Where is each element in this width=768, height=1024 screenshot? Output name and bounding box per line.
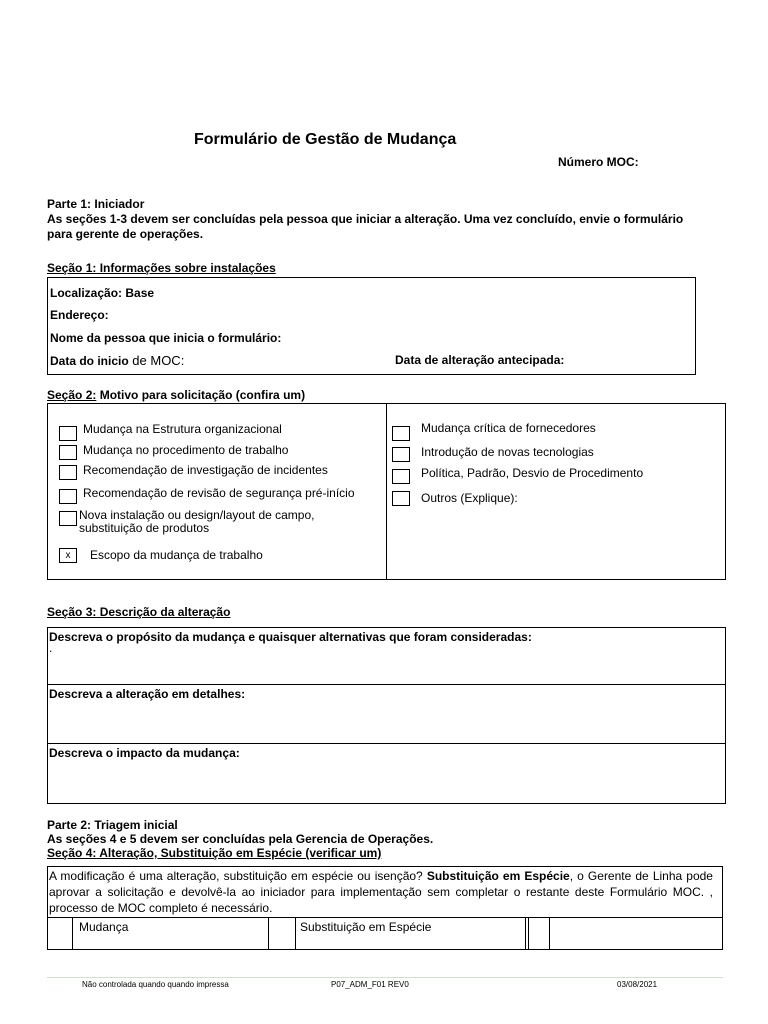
section4-text — [49, 868, 713, 916]
anticipated-date-field[interactable]: Data de alteração antecipada: — [395, 353, 565, 367]
form-title: Formulário de Gestão de Mudança — [194, 131, 457, 148]
details-label: Descreva a alteração em detalhes: — [49, 687, 246, 701]
section1-title: Informações sobre instalações — [96, 261, 276, 275]
address-field[interactable]: Endereço: — [50, 308, 109, 322]
checkbox-new-installation[interactable] — [59, 511, 77, 526]
checkbox-safety-review[interactable] — [59, 489, 77, 504]
footer-rule — [47, 977, 723, 978]
initiator-name-field[interactable]: Nome da pessoa que inicia o formulário: — [50, 331, 282, 345]
section1-box — [47, 277, 696, 375]
purpose-label: Descreva o propósito da mudança e quaisquer alternativas que foram consideradas: — [49, 630, 532, 644]
checkbox-like-kind[interactable] — [269, 918, 296, 949]
checkbox-org-structure[interactable] — [59, 426, 77, 441]
col-empty — [550, 918, 722, 949]
start-date-field[interactable] — [50, 353, 184, 368]
section4-options-row — [47, 917, 723, 950]
part2-instructions: As seções 4 e 5 devem ser concluídas pela Gerencia de Operações. — [47, 832, 434, 846]
part1-block — [47, 197, 697, 242]
checkbox-policy-deviation[interactable] — [392, 469, 410, 484]
section2-box — [47, 403, 726, 580]
checkbox-change[interactable] — [48, 918, 73, 949]
option-org-structure: Mudança na Estrutura organizacional — [83, 422, 282, 436]
footer-date: 03/08/2021 — [617, 980, 658, 989]
purpose-value: . — [49, 641, 53, 655]
checkbox-incident-recommendation[interactable] — [59, 465, 77, 480]
option-work-procedure: Mudança no procedimento de trabalho — [83, 443, 289, 457]
section4-explanation: , o Gerente de Linha pode aprovar a solicitação e devolvê-la ao iniciador para implementação sem completar o restante deste Formulário MOC. , processo de MOC completo é necessário. — [49, 869, 713, 915]
checkbox-new-technology[interactable] — [392, 447, 410, 462]
option-critical-supplier: Mudança crítica de fornecedores — [421, 421, 596, 435]
purpose-field[interactable] — [48, 628, 725, 685]
checkbox-work-scope[interactable]: x — [59, 548, 77, 563]
col-change: Mudança — [73, 918, 269, 949]
option-work-scope: Escopo da mudança de trabalho — [90, 548, 263, 562]
section4-heading — [47, 846, 433, 860]
section3-box — [47, 627, 726, 804]
col-substitution: Substituição em Espécie — [296, 918, 526, 949]
section4-question: A modificação é uma alteração, substituição em espécie ou isenção? — [49, 869, 427, 883]
part1-instructions: As seções 1-3 devem ser concluídas pela pessoa que iniciar a alteração. Uma vez concluído, envie o formulário para gerente de operações. — [47, 212, 684, 241]
option-new-technology: Introdução de novas tecnologias — [421, 445, 594, 459]
section1-number: Seção 1: — [47, 261, 97, 275]
section2-divider — [386, 404, 387, 579]
section2-title: Motivo para solicitação (confira um) — [96, 388, 306, 402]
section2-heading — [47, 388, 305, 402]
section4-number: Seção 4: — [47, 846, 97, 860]
option-policy-deviation: Política, Padrão, Desvio de Procedimento — [421, 466, 644, 480]
checkbox-other[interactable] — [392, 491, 410, 506]
section3-number: Seção 3: — [47, 605, 97, 619]
section4-like-kind: Substituição em Espécie — [426, 869, 570, 883]
part1-heading: Parte 1: Iniciador — [47, 197, 145, 211]
part2-block — [47, 818, 433, 860]
checkbox-work-procedure[interactable] — [59, 445, 77, 460]
section1-heading — [47, 261, 276, 275]
option-incident-recommendation: Recomendação de investigação de incidentes — [83, 463, 328, 477]
part2-heading: Parte 2: Triagem inicial — [47, 818, 178, 832]
footer-doc-code: P07_ADM_F01 REV0 — [331, 980, 409, 989]
section4-box — [47, 866, 723, 918]
option-new-installation: Nova instalação ou design/layout de campo, substituição de produtos — [79, 508, 315, 535]
section2-number: Seção 2: — [47, 388, 97, 402]
footer-left: Não controlada quando quando impressa — [82, 980, 229, 989]
impact-field[interactable] — [48, 744, 725, 803]
start-date-label-suffix: de MOC: — [128, 353, 185, 368]
location-field[interactable]: Localização: Base — [50, 286, 155, 300]
details-field[interactable] — [48, 685, 725, 744]
checkbox-extra[interactable] — [529, 918, 550, 949]
section3-heading — [47, 605, 230, 619]
option-other: Outros (Explique): — [421, 491, 518, 505]
start-date-label: Data do inicio — [50, 354, 129, 368]
option-safety-review: Recomendação de revisão de segurança pré-início — [83, 486, 355, 500]
moc-number-label: Número MOC: — [558, 155, 639, 169]
checkbox-critical-supplier[interactable] — [392, 426, 410, 441]
impact-label: Descreva o impacto da mudança: — [49, 746, 240, 760]
section4-title: Alteração, Substituição em Espécie (verificar um) — [96, 846, 382, 860]
section3-title: Descrição da alteração — [96, 605, 231, 619]
